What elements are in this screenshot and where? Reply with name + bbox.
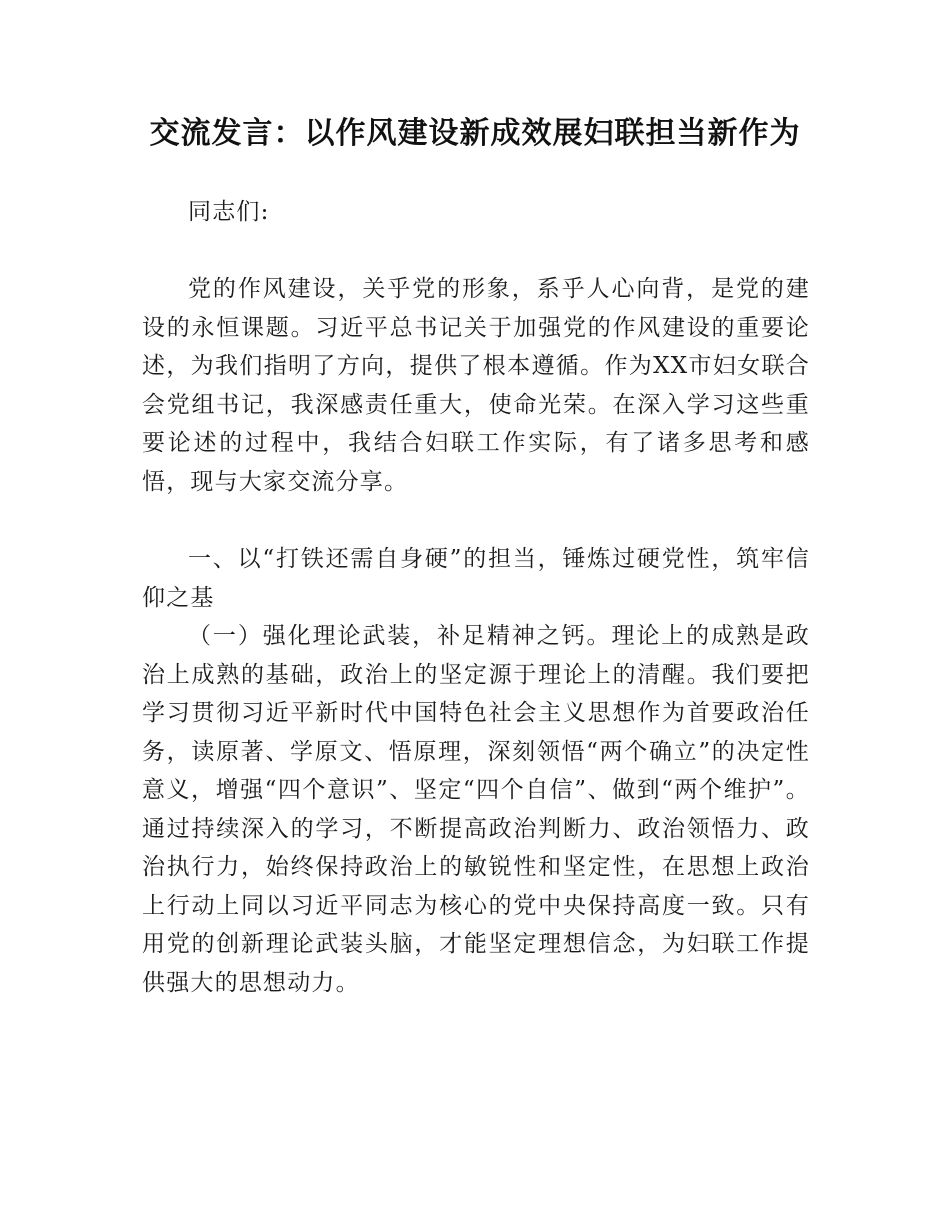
paragraph-section-1-1: （一）强化理论武装，补足精神之钙。理论上的成熟是政治上成熟的基础，政治上的坚定源于理论上的清醒。我们要把学习贯彻习近平新时代中国特色社会主义思想作为首要政治任务，读原著、学原文、悟原理，深刻领悟“两个确立”的决定性意义，增强“四个意识”、坚定“四个自信”、做到“两个维护”。通过持续深入的学习，不断提高政治判断力、政治领悟力、政治执行力，始终保持政治上的敏锐性和坚定性，在思想上政治上行动上同以习近平同志为核心的党中央保持高度一致。只有用党的创新理论武装头脑，才能坚定理想信念，为妇联工作提供强大的思想动力。 [142,623,810,996]
section-heading-1: 一、以“打铁还需自身硬”的担当，锤炼过硬党性，筑牢信仰之基 [142,546,810,611]
salutation: 同志们: [188,199,270,225]
paragraph-intro: 党的作风建设，关乎党的形象，系乎人心向背，是党的建设的永恒课题。习近平总书记关于加强党的作风建设的重要论述，为我们指明了方向，提供了根本遵循。作为XX市妇女联合会党组书记，我深感责任重大，使命光荣。在深入学习这些重要论述的过程中，我结合妇联工作实际，有了诸多思考和感悟，现与大家交流分享。 [142,276,810,495]
document-title: 交流发言：以作风建设新成效展妇联担当新作为 [149,116,801,151]
